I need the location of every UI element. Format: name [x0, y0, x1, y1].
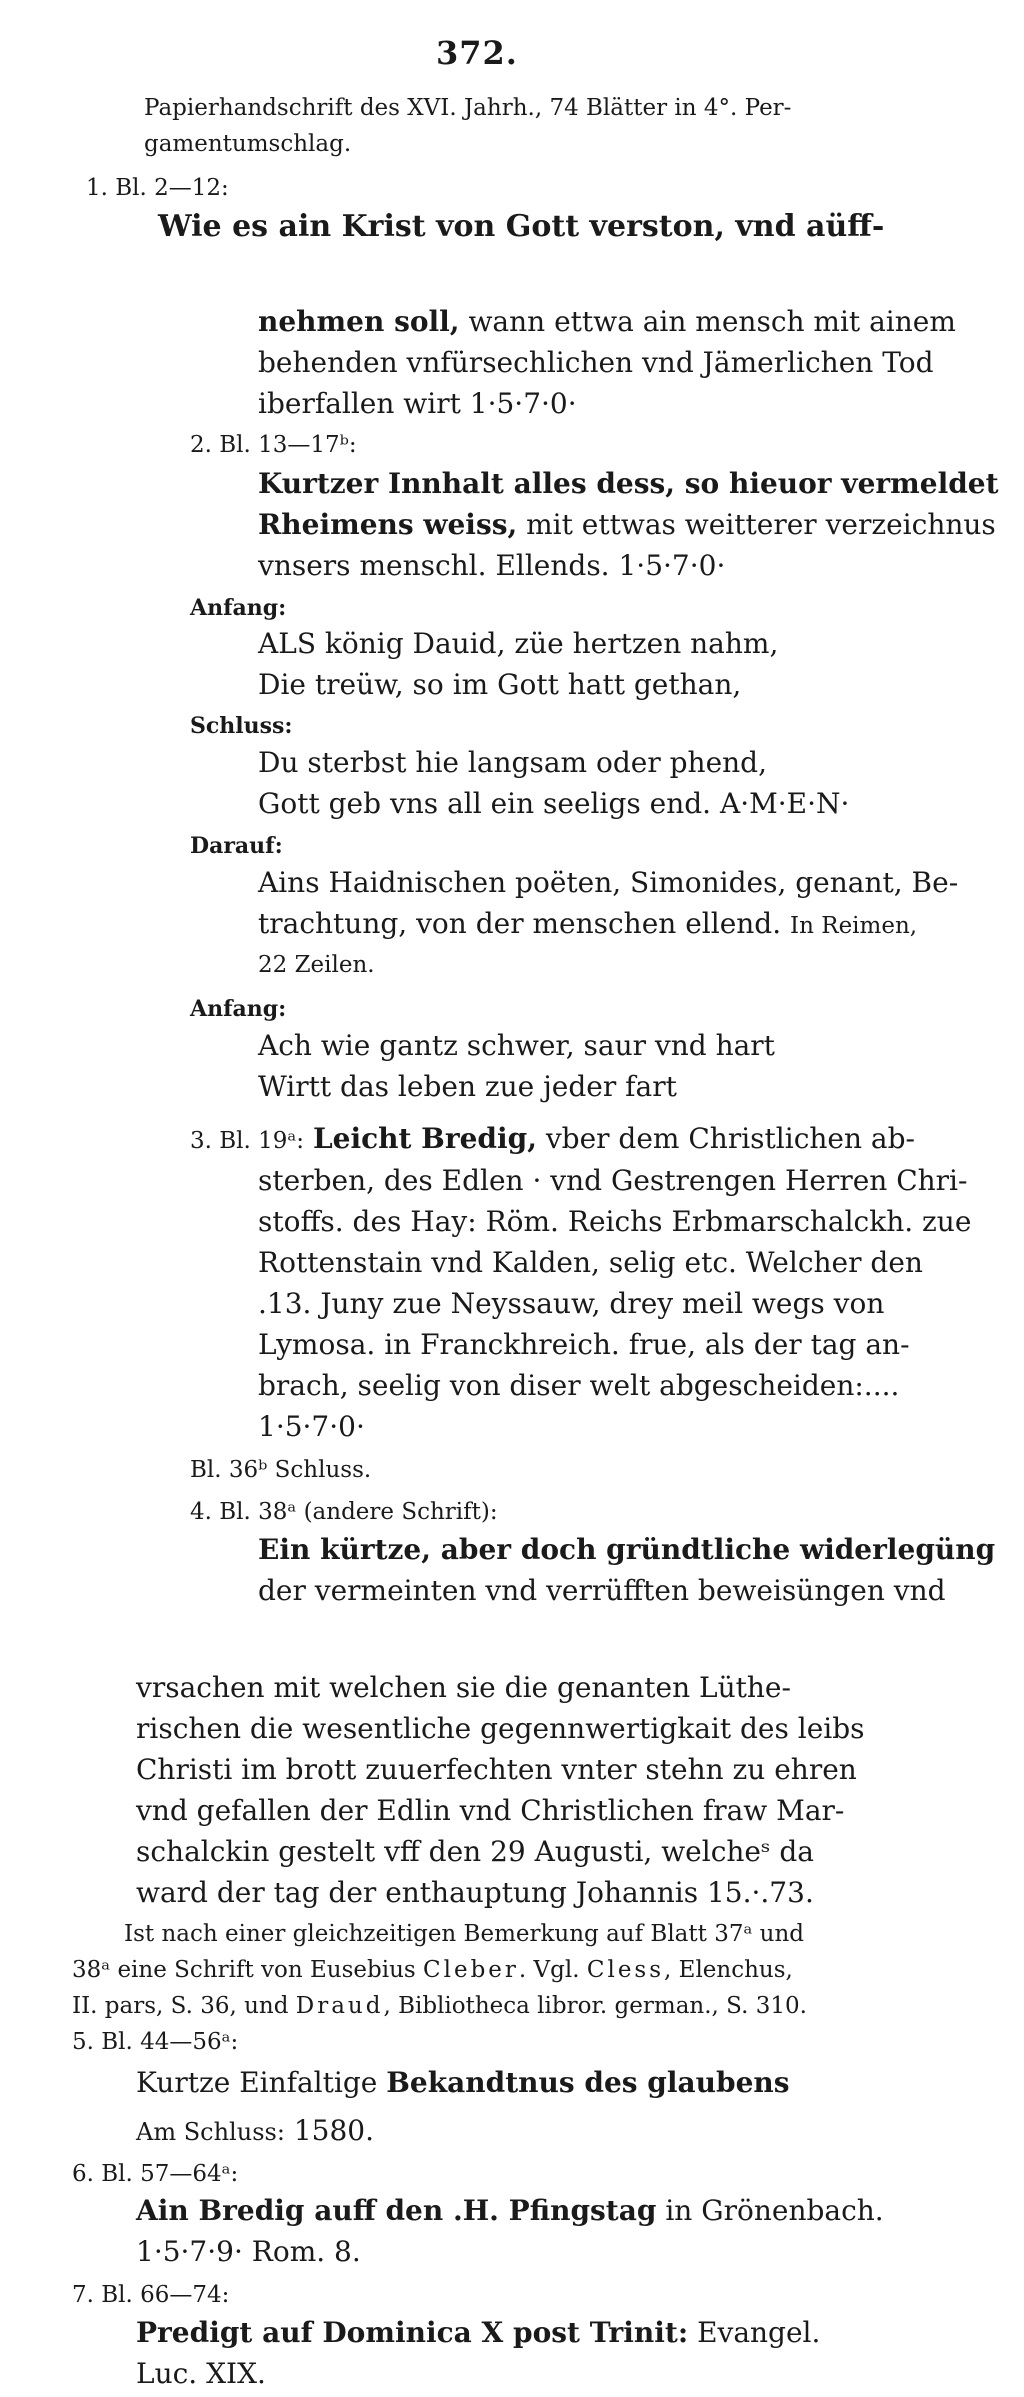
entry-2-ref: 2. Bl. 13—17ᵇ: [190, 432, 357, 458]
entry-4-note-1: Ist nach einer gleichzeitigen Bemerkung auf Blatt 37ᵃ und [124, 1921, 804, 1947]
entry-4-line-1: Ein kürtze, aber doch gründtliche widerlegüng [258, 1533, 996, 1566]
entry-3-line-8: 1·5·7·0· [258, 1410, 365, 1443]
anfang-line-1: ALS könig Dauid, züe hertzen nahm, [258, 627, 779, 660]
anfang-2-line-1: Ach wie gantz schwer, saur vnd hart [258, 1029, 775, 1062]
entry-5-line-1-a: Kurtze Einfaltige [136, 2066, 387, 2099]
schluss-label: Schluss: [190, 713, 293, 739]
entry-3-ref: 3. Bl. 19ᵃ: [190, 1128, 305, 1154]
entry-6-line-1-bold: Ain Bredig auff den .H. Pfingstag [136, 2194, 657, 2227]
note-3-a: II. pars, S. 36, und [72, 1993, 296, 2019]
darauf-line-2-note: In Reimen, [790, 913, 918, 939]
entry-1-line-1-rest: wann ettwa ain mensch mit ainem [459, 305, 956, 338]
entry-2-line-2-rest: mit ettwas weitterer verzeichnus [517, 508, 996, 541]
entry-4-line-3: vrsachen mit welchen sie die genanten Lüthe- [136, 1671, 791, 1704]
entry-7-line-1-bold: Predigt auf Dominica X post Trinit: [136, 2316, 689, 2349]
intro-line-1: Papierhandschrift des XVI. Jahrh., 74 Blätter in 4°. Per- [144, 95, 792, 121]
entry-4-line-4: rischen die wesentliche gegennwertigkait des leibs [136, 1712, 865, 1745]
entry-7-ref: 7. Bl. 66—74: [72, 2282, 230, 2308]
darauf-line-3: 22 Zeilen. [258, 952, 375, 978]
entry-4-ref: 4. Bl. 38ᵃ (andere Schrift): [190, 1499, 498, 1525]
note-2-author-2: Cless [586, 1957, 665, 1983]
schluss-line-2: Gott geb vns all ein seeligs end. A·M·E·N· [258, 787, 850, 820]
darauf-line-2 [258, 909, 917, 940]
entry-4-note-3 [72, 1994, 807, 2019]
anfang-line-2: Die treüw, so im Gott hatt gethan, [258, 668, 742, 701]
entry-4-line-7: schalckin gestelt vff den 29 Augusti, welcheˢ da [136, 1835, 814, 1868]
entry-3-line-1-rest: vber dem Christlichen ab- [536, 1122, 916, 1155]
entry-2-line-1: Kurtzer Innhalt alles dess, so hieuor vermeldet [258, 467, 999, 500]
note-2-a: 38ᵃ eine Schrift von Eusebius [72, 1957, 424, 1983]
entry-3-line-2: sterben, des Edlen · vnd Gestrengen Herren Chri- [258, 1164, 968, 1197]
entry-3-line-3: stoffs. des Hay: Röm. Reichs Erbmarschalckh. zue [258, 1205, 972, 1238]
entry-5-line-1-bold: Bekandtnus des glaubens [386, 2066, 790, 2099]
note-3-author: Draud [295, 1993, 384, 2019]
entry-3-line-7: brach, seelig von diser welt abgescheiden:.... [258, 1369, 900, 1402]
darauf-label: Darauf: [190, 833, 283, 859]
entry-3-line-4: Rottenstain vnd Kalden, selig etc. Welcher den [258, 1246, 923, 1279]
entry-5-end [136, 2116, 374, 2147]
entry-3-line-5: .13. Juny zue Neyssauw, drey meil wegs von [258, 1287, 885, 1320]
entry-4-note-2 [72, 1958, 793, 1983]
entry-1-title: Wie es ain Krist von Gott verston, vnd aüff- [158, 209, 885, 244]
entry-5-line-1 [136, 2068, 790, 2099]
note-2-b: . Vgl. [518, 1957, 587, 1983]
entry-1-line-1-bold: nehmen soll, [258, 305, 460, 338]
darauf-line-2-main: trachtung, von der menschen ellend. [258, 907, 782, 940]
entry-4-line-5: Christi im brott zuuerfechten vnter stehn zu ehren [136, 1753, 857, 1786]
entry-1-line-1 [258, 307, 956, 338]
anfang-2-line-2: Wirtt das leben zue jeder fart [258, 1070, 677, 1103]
page-number: 372. [436, 34, 518, 72]
entry-2-line-2 [258, 510, 996, 541]
note-2-c: , Elenchus, [664, 1957, 793, 1983]
entry-7-line-2: Luc. XIX. [136, 2357, 266, 2390]
entry-1-line-3: iberfallen wirt 1·5·7·0· [258, 387, 577, 420]
entry-4-line-2: der vermeinten vnd verrüfften beweisüngen vnd [258, 1574, 946, 1607]
entry-3-line-1 [190, 1124, 915, 1155]
entry-1-line-2: behenden vnfürsechlichen vnd Jämerlichen Tod [258, 346, 934, 379]
entry-2-line-3: vnsers menschl. Ellends. 1·5·7·0· [258, 549, 726, 582]
note-2-author-1: Cleber [423, 1957, 519, 1983]
entry-5-end-label: Am Schluss: [136, 2118, 285, 2146]
entry-3-end: Bl. 36ᵇ Schluss. [190, 1457, 372, 1483]
anfang-label: Anfang: [190, 595, 287, 621]
note-3-b: , Bibliotheca libror. german., S. 310. [383, 1993, 807, 2019]
entry-1-ref: 1. Bl. 2—12: [86, 175, 229, 201]
intro-line-2: gamentumschlag. [144, 131, 352, 157]
entry-6-line-1-rest: in Grönenbach. [656, 2194, 884, 2227]
entry-7-line-1-rest: Evangel. [688, 2316, 821, 2349]
schluss-line-1: Du sterbst hie langsam oder phend, [258, 746, 768, 779]
anfang-2-label: Anfang: [190, 996, 287, 1022]
entry-7-line-1 [136, 2318, 820, 2349]
entry-4-line-8: ward der tag der enthauptung Johannis 15.·.73. [136, 1876, 814, 1909]
entry-6-line-2: 1·5·7·9· Rom. 8. [136, 2235, 361, 2268]
entry-4-line-6: vnd gefallen der Edlin vnd Christlichen fraw Mar- [136, 1794, 845, 1827]
entry-3-line-6: Lymosa. in Franckhreich. frue, als der tag an- [258, 1328, 910, 1361]
entry-6-ref: 6. Bl. 57—64ᵃ: [72, 2161, 239, 2187]
entry-2-line-2-bold: Rheimens weiss, [258, 508, 518, 541]
entry-5-end-value: 1580. [284, 2114, 374, 2147]
entry-6-line-1 [136, 2196, 884, 2227]
entry-3-line-1-bold: Leicht Bredig, [312, 1122, 537, 1155]
entry-5-ref: 5. Bl. 44—56ᵃ: [72, 2029, 239, 2055]
darauf-line-1: Ains Haidnischen poëten, Simonides, genant, Be- [258, 866, 959, 899]
